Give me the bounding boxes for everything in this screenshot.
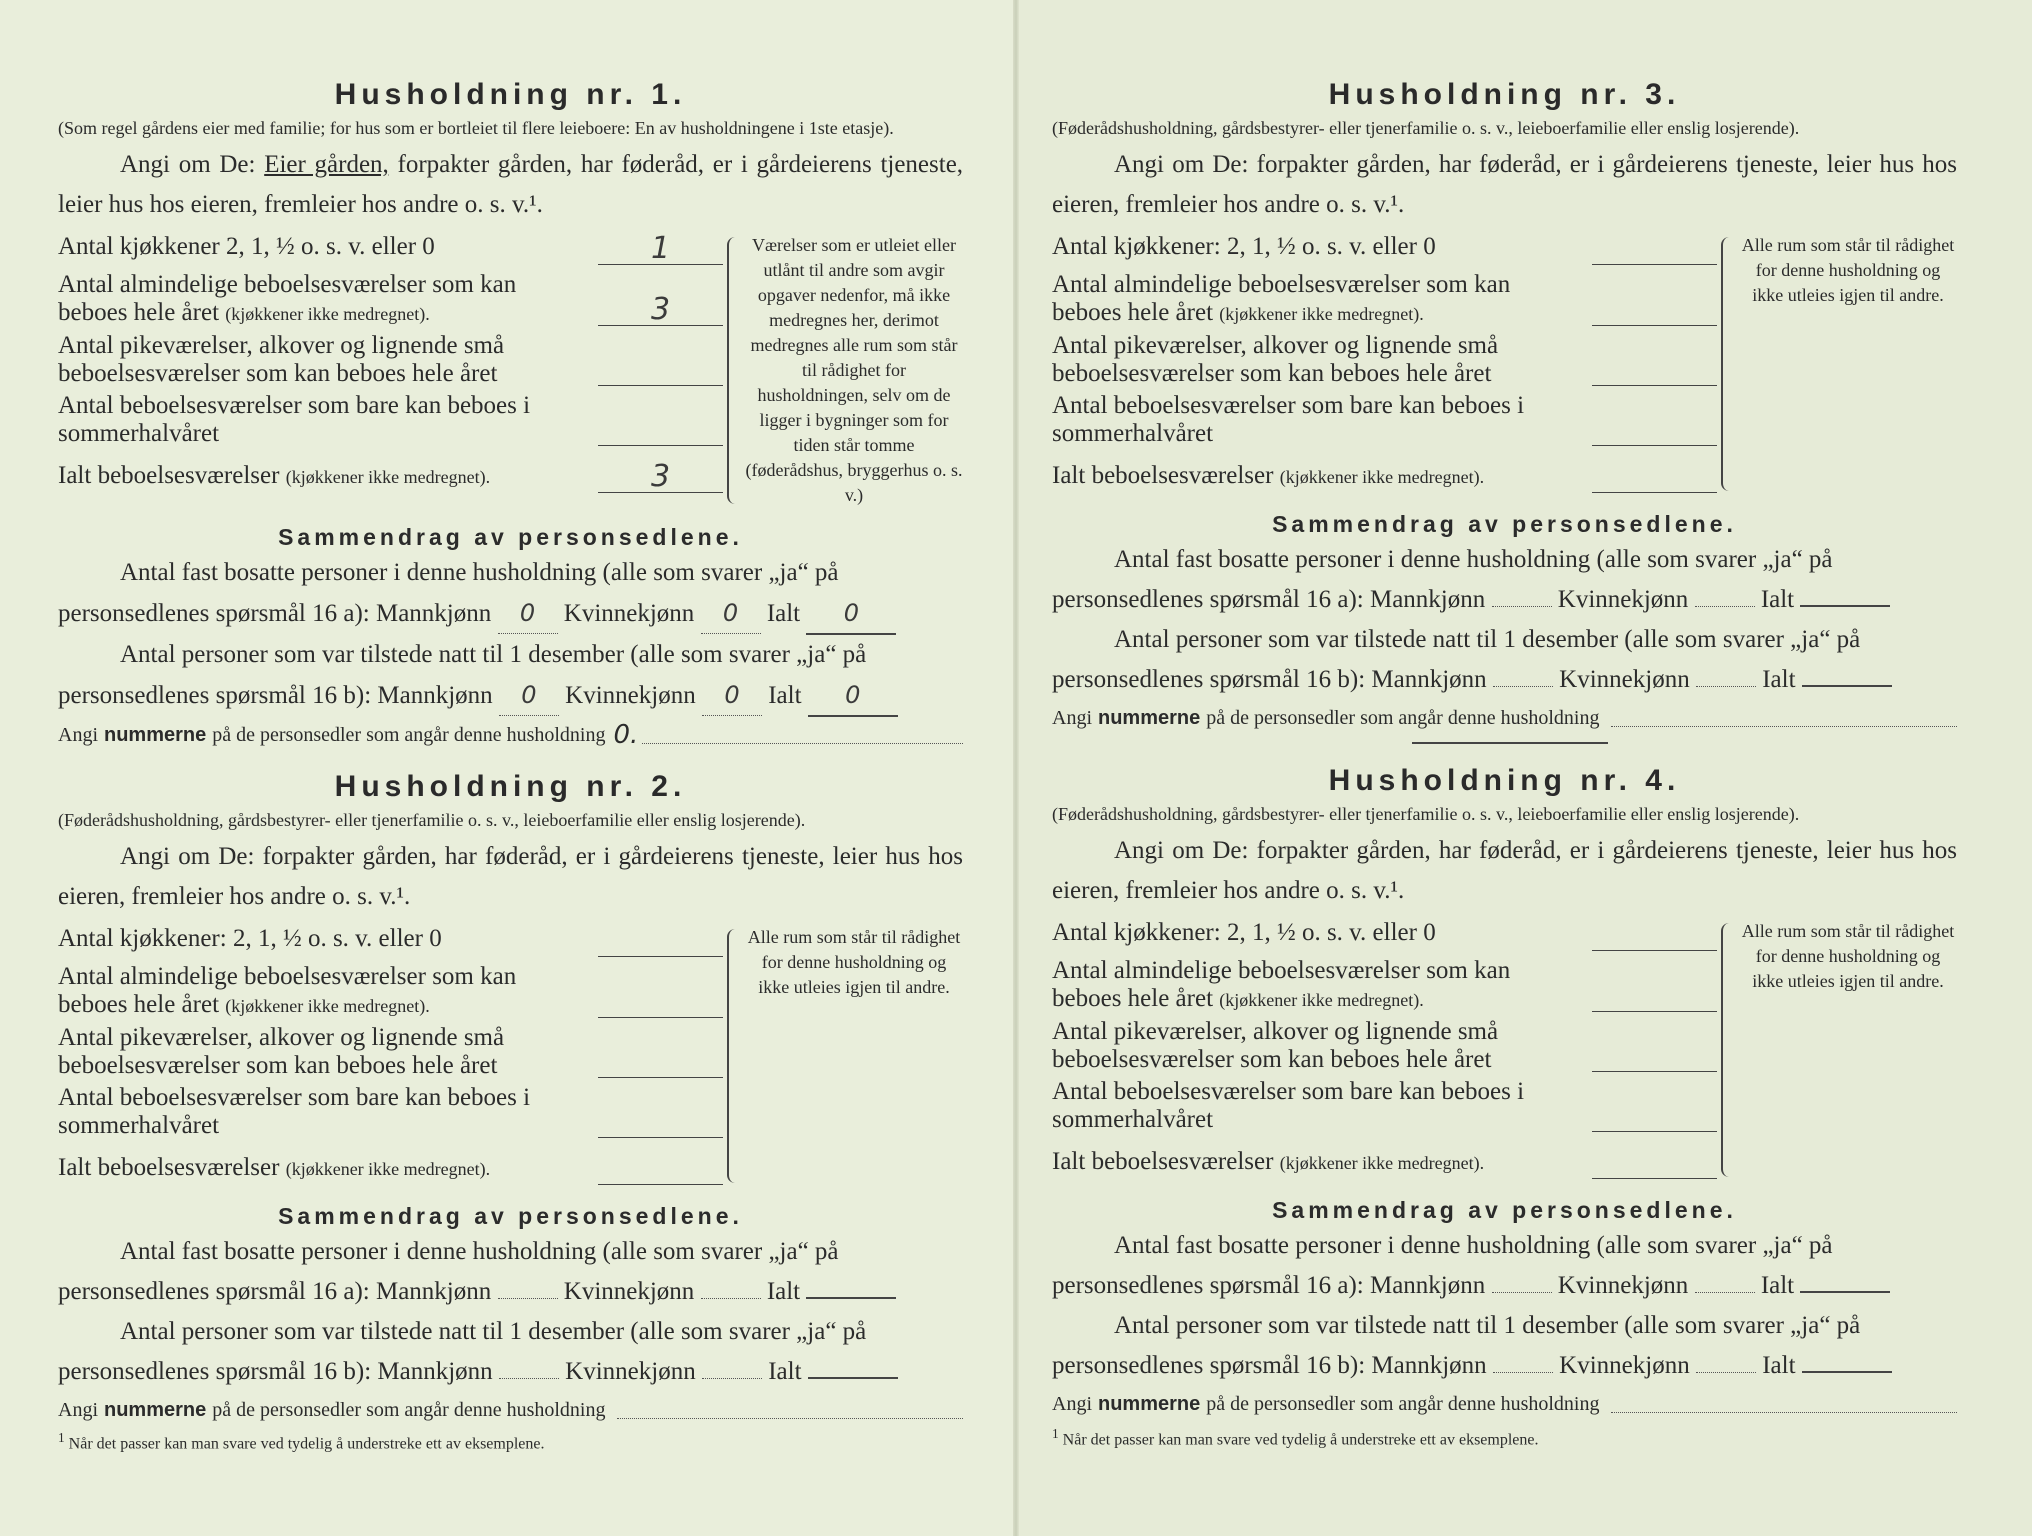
rooms-label: Antal almindelige beboelsesværelser som kan beboes hele året bbox=[58, 271, 517, 326]
summer-rooms-label: Antal beboelsesværelser som bare kan beboes i sommerhalvåret bbox=[58, 392, 531, 447]
side-note: Alle rum som står til rådighet for denne husholdning og ikke utleies igjen til andre. bbox=[1741, 921, 1955, 991]
small-rooms-field[interactable] bbox=[1592, 1071, 1717, 1072]
total-rooms-row bbox=[1052, 458, 1717, 495]
numbers-pre: Angi bbox=[1052, 1393, 1092, 1415]
q16a-text: Antal fast bosatte personer i denne husholdning (alle som svarer „ja“ på personsedlenes spørsmål 16 a): bbox=[58, 559, 839, 627]
q16b-total-field[interactable] bbox=[808, 1377, 898, 1379]
total-rooms-row bbox=[58, 458, 723, 495]
footnote-mark: 1 bbox=[58, 1430, 65, 1445]
male-label: Mannkjønn bbox=[1369, 586, 1486, 613]
total-label: Ialt bbox=[766, 1278, 801, 1305]
q16b-text: Antal personer som var tilstede natt til 1 desember (alle som svarer „ja“ på personsedlenes spørsmål 16 b): bbox=[1052, 626, 1861, 693]
total-rooms-field[interactable] bbox=[1592, 1178, 1717, 1179]
small-rooms-label: Antal pikeværelser, alkover og lignende små beboelsesværelser som kan beboes hele året bbox=[1052, 1018, 1499, 1073]
q16b-male-field[interactable] bbox=[499, 1378, 559, 1379]
total-rooms-row bbox=[58, 1150, 723, 1187]
q16b-total-field[interactable] bbox=[1802, 685, 1892, 687]
ownership-question bbox=[58, 145, 963, 225]
summary-title: Sammendrag av personsedlene. bbox=[278, 1203, 743, 1229]
female-label: Kvinnekjønn bbox=[563, 600, 695, 627]
brace bbox=[727, 929, 739, 1183]
summary-title: Sammendrag av personsedlene. bbox=[1272, 1197, 1737, 1223]
q16b-female-field[interactable] bbox=[702, 1378, 762, 1379]
section-separator bbox=[1412, 742, 1608, 744]
present-count-16b bbox=[58, 1312, 963, 1392]
small-rooms-row bbox=[58, 1024, 723, 1080]
total-rooms-field[interactable] bbox=[1592, 492, 1717, 493]
kitchens-label: Antal kjøkkener: 2, 1, ½ o. s. v. eller 0 bbox=[58, 925, 442, 952]
kitchens-row bbox=[1052, 233, 1717, 267]
total-label: Ialt bbox=[766, 600, 801, 627]
ask-label: Angi om De: bbox=[120, 151, 256, 178]
q16b-text: Antal personer som var tilstede natt til 1 desember (alle som svarer „ja“ på personsedlenes spørsmål 16 b): bbox=[1052, 1312, 1861, 1379]
ask-label: Angi om De: bbox=[1114, 837, 1249, 864]
rooms-field[interactable] bbox=[1592, 1011, 1717, 1012]
resident-count-16a bbox=[58, 553, 963, 635]
household-title: Husholdning nr. 4. bbox=[1328, 764, 1681, 797]
resident-count-16a bbox=[58, 1232, 963, 1312]
total-rooms-field[interactable] bbox=[598, 1184, 723, 1185]
rooms-block bbox=[58, 925, 963, 1187]
total-rooms-sub: (kjøkkener ikke medregnet). bbox=[1279, 467, 1485, 487]
summer-rooms-field[interactable] bbox=[1592, 1131, 1717, 1132]
present-count-16b bbox=[1052, 620, 1957, 700]
total-rooms-field[interactable]: 3 bbox=[598, 462, 723, 493]
female-label: Kvinnekjønn bbox=[1559, 666, 1690, 693]
household-note: (Som regel gårdens eier med familie; for hus som er bortleiet til flere leieboere: En av husholdningene i 1ste etasje). bbox=[58, 118, 894, 138]
small-rooms-field[interactable] bbox=[598, 385, 723, 386]
household-3 bbox=[1052, 78, 1957, 736]
summary-title: Sammendrag av personsedlene. bbox=[278, 524, 743, 550]
rooms-field[interactable] bbox=[1592, 325, 1717, 326]
summary-title: Sammendrag av personsedlene. bbox=[1272, 511, 1737, 537]
household-note: (Føderådshusholdning, gårdsbestyrer- eller tjenerfamilie o. s. v., leieboerfamilie eller enslig losjerende). bbox=[1052, 804, 1800, 824]
side-note: Alle rum som står til rådighet for denne husholdning og ikke utleies igjen til andre. bbox=[747, 927, 961, 997]
total-rooms-sub: (kjøkkener ikke medregnet). bbox=[285, 1159, 491, 1179]
summer-rooms-row bbox=[58, 392, 723, 448]
footnote-text: Når det passer kan man svare ved tydelig å understreke ett av eksemplene. bbox=[68, 1435, 545, 1453]
q16a-male-field[interactable] bbox=[498, 1298, 558, 1299]
q16b-female-field[interactable]: 0 bbox=[702, 675, 762, 716]
small-rooms-label: Antal pikeværelser, alkover og lignende små beboelsesværelser som kan beboes hele året bbox=[58, 332, 505, 387]
household-title: Husholdning nr. 3. bbox=[1328, 78, 1681, 111]
present-count-16b bbox=[58, 635, 963, 717]
total-label: Ialt bbox=[1762, 666, 1796, 693]
small-rooms-field[interactable] bbox=[598, 1077, 723, 1078]
numbers-pre: Angi bbox=[58, 1399, 98, 1421]
rooms-label: Antal almindelige beboelsesværelser som kan beboes hele året bbox=[58, 963, 517, 1018]
total-label: Ialt bbox=[768, 682, 802, 709]
female-label: Kvinnekjønn bbox=[563, 1278, 695, 1305]
q16b-male-field[interactable] bbox=[1493, 1372, 1553, 1373]
rooms-sub: (kjøkkener ikke medregnet). bbox=[225, 304, 430, 324]
numbers-bold: nummerne bbox=[104, 1399, 207, 1421]
ask-label: Angi om De: bbox=[1114, 151, 1249, 178]
male-label: Mannkjønn bbox=[377, 1358, 493, 1385]
numbers-post: på de personsedler som angår denne husholdning bbox=[212, 1399, 606, 1421]
rooms-sub: (kjøkkener ikke medregnet). bbox=[225, 996, 430, 1016]
household-title: Husholdning nr. 2. bbox=[334, 770, 687, 803]
kitchens-row bbox=[58, 925, 723, 959]
summer-rooms-row bbox=[1052, 1078, 1717, 1134]
rooms-row bbox=[58, 271, 723, 328]
slip-numbers-field[interactable]: 0. bbox=[613, 720, 639, 750]
ownership-question bbox=[1052, 831, 1957, 911]
numbers-bold: nummerne bbox=[1098, 707, 1201, 729]
female-label: Kvinnekjønn bbox=[565, 1358, 696, 1385]
rooms-row bbox=[1052, 271, 1717, 328]
q16a-male-field[interactable] bbox=[1492, 606, 1552, 607]
q16a-female-field[interactable]: 0 bbox=[701, 593, 761, 634]
q16a-female-field[interactable] bbox=[1695, 1292, 1755, 1293]
rooms-sub: (kjøkkener ikke medregnet). bbox=[1219, 990, 1424, 1010]
brace bbox=[1721, 923, 1733, 1177]
rooms-field[interactable] bbox=[598, 1017, 723, 1018]
q16a-male-field[interactable]: 0 bbox=[498, 593, 558, 634]
ask-options[interactable]: forpakter gården, har føderåd, er i gårdeierens tjeneste, leier hus hos eieren, fremleier hos andre o. s. v.¹. bbox=[58, 843, 964, 910]
q16a-female-field[interactable] bbox=[701, 1298, 761, 1299]
kitchens-field[interactable] bbox=[1592, 264, 1717, 265]
present-count-16b bbox=[1052, 1306, 1957, 1386]
side-note: Værelser som er utleiet eller utlånt til andre som avgir opgaver nedenfor, må ikke medregnes her, derimot medregnes alle rum som står til rådighet for husholdningen, selv om de ligger i bygninger som for tiden står tomme (føderådshus, bryggerhus o. s. v.) bbox=[745, 235, 963, 505]
resident-count-16a bbox=[1052, 1226, 1957, 1306]
small-rooms-label: Antal pikeværelser, alkover og lignende små beboelsesværelser som kan beboes hele året bbox=[58, 1024, 505, 1079]
numbers-pre: Angi bbox=[1052, 707, 1092, 729]
total-rooms-label: Ialt beboelsesværelser bbox=[1052, 462, 1274, 489]
male-label: Mannkjønn bbox=[1371, 1352, 1487, 1379]
kitchens-field[interactable]: 1 bbox=[598, 234, 723, 265]
small-rooms-field[interactable] bbox=[1592, 385, 1717, 386]
slip-numbers-row bbox=[58, 717, 963, 753]
q16b-text: Antal personer som var tilstede natt til 1 desember (alle som svarer „ja“ på personsedlenes spørsmål 16 b): bbox=[58, 641, 867, 709]
total-rooms-label: Ialt beboelsesværelser bbox=[58, 462, 280, 489]
q16b-text: Antal personer som var tilstede natt til 1 desember (alle som svarer „ja“ på personsedlenes spørsmål 16 b): bbox=[58, 1318, 867, 1385]
q16a-male-field[interactable] bbox=[1492, 1292, 1552, 1293]
total-rooms-sub: (kjøkkener ikke medregnet). bbox=[1279, 1153, 1485, 1173]
q16b-female-field[interactable] bbox=[1696, 1372, 1756, 1373]
q16a-female-field[interactable] bbox=[1695, 606, 1755, 607]
kitchens-row bbox=[1052, 919, 1717, 953]
ownership-question bbox=[58, 837, 963, 917]
summer-rooms-row bbox=[1052, 392, 1717, 448]
summer-rooms-field[interactable] bbox=[598, 1137, 723, 1138]
rooms-field[interactable]: 3 bbox=[598, 295, 723, 326]
ask-options[interactable]: forpakter gården, har føderåd, er i gårdeierens tjeneste, leier hus hos eieren, fremleier hos andre o. s. v.¹. bbox=[1052, 837, 1958, 904]
numbers-post: på de personsedler som angår denne husholdning bbox=[1206, 1393, 1600, 1415]
kitchens-row bbox=[58, 233, 723, 267]
footnote-text: Når det passer kan man svare ved tydelig å understreke ett av eksemplene. bbox=[1062, 1431, 1539, 1449]
q16b-total-field[interactable] bbox=[1802, 1371, 1892, 1373]
numbers-bold: nummerne bbox=[104, 724, 207, 746]
rooms-label: Antal almindelige beboelsesværelser som kan beboes hele året bbox=[1052, 271, 1511, 326]
side-note: Alle rum som står til rådighet for denne husholdning og ikke utleies igjen til andre. bbox=[1741, 235, 1955, 305]
q16b-male-field[interactable]: 0 bbox=[499, 675, 559, 716]
footnote-right bbox=[1052, 1414, 1957, 1450]
q16a-total-field[interactable] bbox=[806, 1297, 896, 1299]
household-2 bbox=[58, 770, 963, 1428]
summer-rooms-field[interactable] bbox=[598, 445, 723, 446]
rooms-sub: (kjøkkener ikke medregnet). bbox=[1219, 304, 1424, 324]
household-1 bbox=[58, 78, 963, 753]
kitchens-label: Antal kjøkkener: 2, 1, ½ o. s. v. eller 0 bbox=[1052, 919, 1436, 946]
rooms-row bbox=[1052, 957, 1717, 1014]
q16b-female-field[interactable] bbox=[1696, 686, 1756, 687]
q16a-text: Antal fast bosatte personer i denne husholdning (alle som svarer „ja“ på personsedlenes spørsmål 16 a): bbox=[58, 1238, 839, 1305]
page-fold bbox=[1013, 0, 1019, 1536]
total-rooms-row bbox=[1052, 1144, 1717, 1181]
total-rooms-label: Ialt beboelsesværelser bbox=[1052, 1148, 1274, 1175]
summer-rooms-label: Antal beboelsesværelser som bare kan beboes i sommerhalvåret bbox=[1052, 1078, 1525, 1133]
summer-rooms-row bbox=[58, 1084, 723, 1140]
kitchens-field[interactable] bbox=[1592, 950, 1717, 951]
q16a-total-field[interactable] bbox=[1800, 1291, 1890, 1293]
q16a-total-field[interactable] bbox=[1800, 605, 1890, 607]
summer-rooms-field[interactable] bbox=[1592, 445, 1717, 446]
summer-rooms-label: Antal beboelsesværelser som bare kan beboes i sommerhalvåret bbox=[58, 1084, 531, 1139]
male-label: Mannkjønn bbox=[375, 1278, 492, 1305]
brace bbox=[727, 237, 739, 504]
q16a-total-field[interactable]: 0 bbox=[806, 593, 896, 635]
rooms-block bbox=[1052, 919, 1957, 1181]
total-label: Ialt bbox=[1762, 1352, 1796, 1379]
male-label: Mannkjønn bbox=[377, 682, 493, 709]
male-label: Mannkjønn bbox=[1369, 1272, 1486, 1299]
ask-owner-underlined[interactable]: Eier gården, bbox=[264, 151, 389, 178]
total-rooms-sub: (kjøkkener ikke medregnet). bbox=[285, 467, 491, 487]
total-label: Ialt bbox=[1760, 1272, 1795, 1299]
small-rooms-label: Antal pikeværelser, alkover og lignende små beboelsesværelser som kan beboes hele året bbox=[1052, 332, 1499, 387]
household-note: (Føderådshusholdning, gårdsbestyrer- eller tjenerfamilie o. s. v., leieboerfamilie eller enslig losjerende). bbox=[58, 810, 806, 830]
male-label: Mannkjønn bbox=[375, 600, 492, 627]
total-label: Ialt bbox=[1760, 586, 1795, 613]
small-rooms-row bbox=[58, 332, 723, 388]
household-note: (Føderådshusholdning, gårdsbestyrer- eller tjenerfamilie o. s. v., leieboerfamilie eller enslig losjerende). bbox=[1052, 118, 1800, 138]
ask-options[interactable]: forpakter gården, har føderåd, er i gårdeierens tjeneste, leier hus hos eieren, fremleier hos andre o. s. v.¹. bbox=[1052, 151, 1958, 218]
small-rooms-row bbox=[1052, 1018, 1717, 1074]
female-label: Kvinnekjønn bbox=[1557, 586, 1689, 613]
summer-rooms-label: Antal beboelsesværelser som bare kan beboes i sommerhalvåret bbox=[1052, 392, 1525, 447]
ask-label: Angi om De: bbox=[120, 843, 255, 870]
footnote-mark: 1 bbox=[1052, 1426, 1059, 1441]
ask-options[interactable]: forpakter gården, har føderåd, er i gårdeierens tjeneste, leier hus hos eieren, fremleier hos andre o. s. v.¹. bbox=[58, 151, 964, 218]
ownership-question bbox=[1052, 145, 1957, 225]
kitchens-label: Antal kjøkkener 2, 1, ½ o. s. v. eller 0 bbox=[58, 233, 435, 260]
small-rooms-row bbox=[1052, 332, 1717, 388]
female-label: Kvinnekjønn bbox=[1559, 1352, 1690, 1379]
female-label: Kvinnekjønn bbox=[1557, 1272, 1689, 1299]
footnote-left bbox=[58, 1418, 963, 1454]
q16a-text: Antal fast bosatte personer i denne husholdning (alle som svarer „ja“ på personsedlenes spørsmål 16 a): bbox=[1052, 1232, 1833, 1299]
total-label: Ialt bbox=[768, 1358, 802, 1385]
numbers-post: på de personsedler som angår denne husholdning bbox=[1206, 707, 1600, 729]
numbers-pre: Angi bbox=[58, 724, 98, 746]
total-rooms-label: Ialt beboelsesværelser bbox=[58, 1154, 280, 1181]
rooms-block bbox=[58, 233, 963, 508]
kitchens-label: Antal kjøkkener: 2, 1, ½ o. s. v. eller 0 bbox=[1052, 233, 1436, 260]
rooms-block bbox=[1052, 233, 1957, 495]
household-title: Husholdning nr. 1. bbox=[334, 78, 687, 111]
numbers-bold: nummerne bbox=[1098, 1393, 1201, 1415]
resident-count-16a bbox=[1052, 540, 1957, 620]
rooms-row bbox=[58, 963, 723, 1020]
female-label: Kvinnekjønn bbox=[565, 682, 696, 709]
kitchens-field[interactable] bbox=[598, 956, 723, 957]
q16b-male-field[interactable] bbox=[1493, 686, 1553, 687]
brace bbox=[1721, 237, 1733, 491]
q16b-total-field[interactable]: 0 bbox=[808, 675, 898, 717]
numbers-post: på de personsedler som angår denne husholdning bbox=[212, 724, 606, 746]
male-label: Mannkjønn bbox=[1371, 666, 1487, 693]
slip-numbers-row bbox=[1052, 700, 1957, 736]
household-4 bbox=[1052, 764, 1957, 1422]
q16a-text: Antal fast bosatte personer i denne husholdning (alle som svarer „ja“ på personsedlenes spørsmål 16 a): bbox=[1052, 546, 1833, 613]
rooms-label: Antal almindelige beboelsesværelser som kan beboes hele året bbox=[1052, 957, 1511, 1012]
